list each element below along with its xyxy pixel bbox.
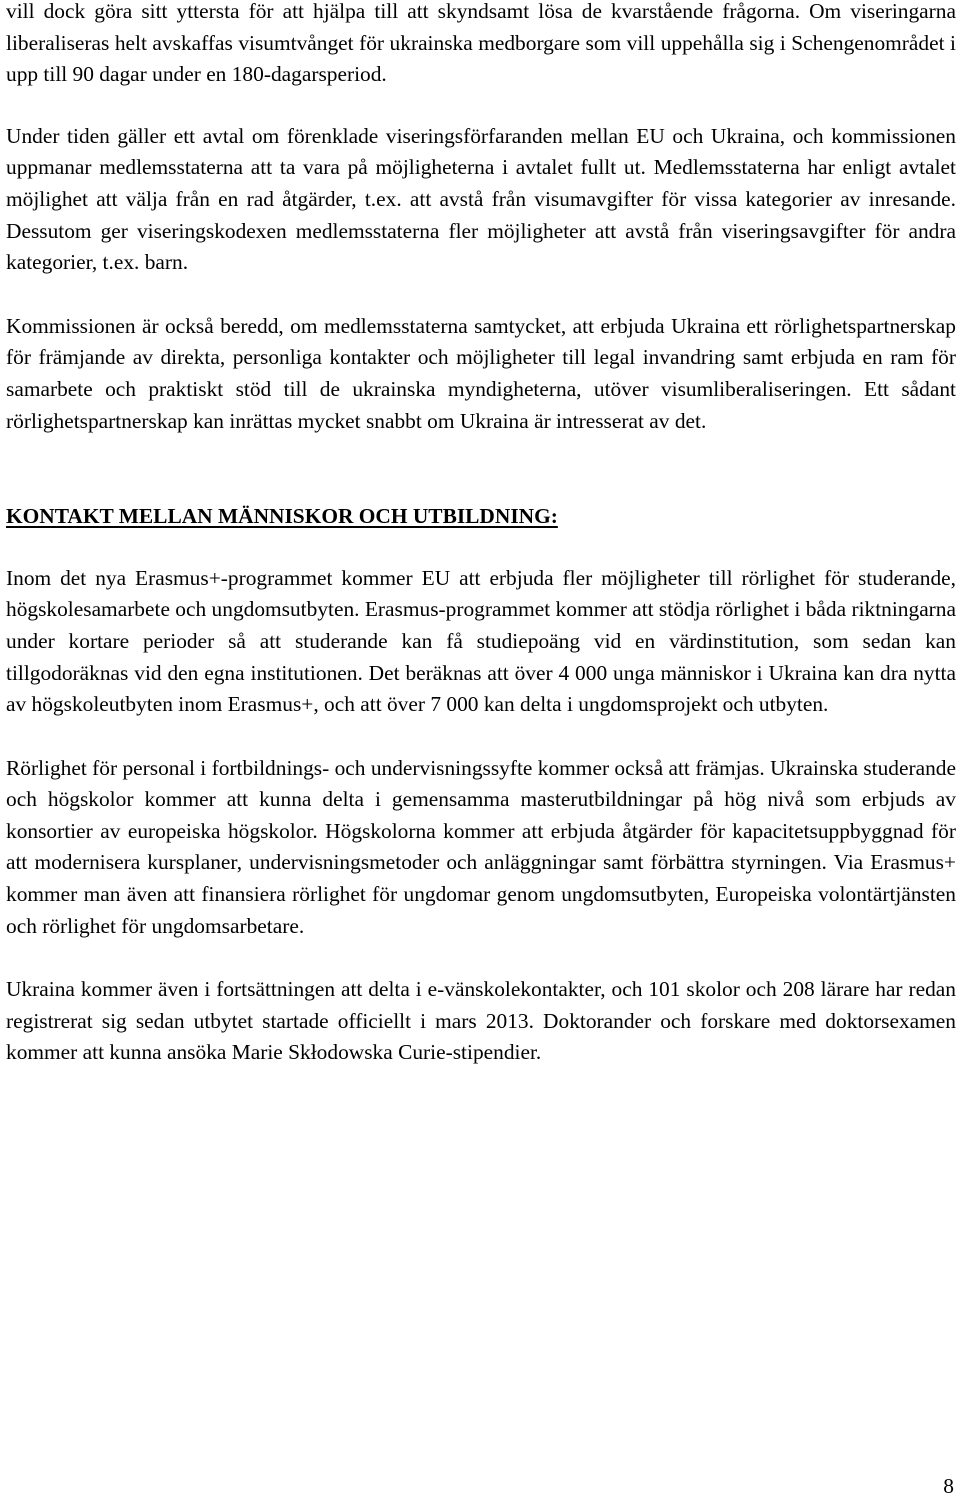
paragraph-mobility-partnership: Kommissionen är också beredd, om medlemsstaterna samtycket, att erbjuda Ukraina ett rörlighetspartnerskap för främjande av direkta, personliga kontakter och möjligheter till legal invandring samt erbjuda en ram för samarbete och praktiskt stöd till de ukrainska myndigheterna, utöver visumliberaliseringen. Ett sådant rörlighetspartnerskap kan inrättas mycket snabbt om Ukraina är intresserat av det.	[6, 313, 956, 433]
paragraph-staff-mobility: Rörlighet för personal i fortbildnings- och undervisningssyfte kommer också att främjas. Ukrainska studerande och högskolor kommer att kunna delta i gemensamma masterutbildningar på hög nivå som erbjuds av konsortier av europeiska högskolor. Högskolorna kommer att erbjuda åtgärder för kapacitetsuppbyggnad för att modernisera kursplaner, undervisningsmetoder och anläggningar samt förbättra styrningen. Via Erasmus+ kommer man även att finansiera rörlighet för ungdomar genom ungdomsutbyten, Europeiska volontärtjänsten och rörlighet för ungdomsarbetare.	[6, 755, 956, 938]
paragraph-visa-facilitation: Under tiden gäller ett avtal om förenklade viseringsförfaranden mellan EU och Ukraina, och kommissionen uppmanar medlemsstaterna att ta vara på möjligheterna i avtalet fullt ut. Medlemsstaterna har enligt avtalet möjlighet att välja från en rad åtgärder, t.ex. att avstå från visumavgifter för vissa kategorier av inresande. Dessutom ger viseringskodexen medlemsstaterna fler möjligheter att avstå från viseringsavgifter för andra kategorier, t.ex. barn.	[6, 123, 956, 275]
paragraph-erasmus: Inom det nya Erasmus+-programmet kommer EU att erbjuda fler möjligheter till rörlighet för studerande, högskolesamarbete och ungdomsutbyten. Erasmus-programmet kommer att stödja rörlighet i båda riktningarna under kortare perioder så att studerande kan få studiepoäng vid en värdinstitution, som sedan kan tillgodoräknas vid den egna institutionen. Det beräknas att över 4 000 unga människor i Ukraina kan dra nytta av högskoleutbyten inom Erasmus+, och att över 7 000 kan delta i ungdomsprojekt och utbyten.	[6, 565, 956, 717]
section-heading: KONTAKT MELLAN MÄNNISKOR OCH UTBILDNING:	[6, 504, 558, 529]
document-page	[6, 0, 956, 1069]
paragraph-visa-liberalisation: vill dock göra sitt yttersta för att hjälpa till att skyndsamt lösa de kvarstående frågorna. Om viseringarna liberaliseras helt avskaffas visumtvånget för ukrainska medborgare som vill uppehålla sig i Schengenområdet i upp till 90 dagar under en 180-dagarsperiod.	[6, 0, 956, 87]
paragraph-etwinning: Ukraina kommer även i fortsättningen att delta i e-vänskolekontakter, och 101 skolor och 208 lärare har redan registrerat sig sedan utbytet startade officiellt i mars 2013. Doktorander och forskare med doktorsexamen kommer att kunna ansöka Marie Skłodowska Curie-stipendier.	[6, 977, 956, 1065]
page-number: 8	[943, 1474, 954, 1498]
